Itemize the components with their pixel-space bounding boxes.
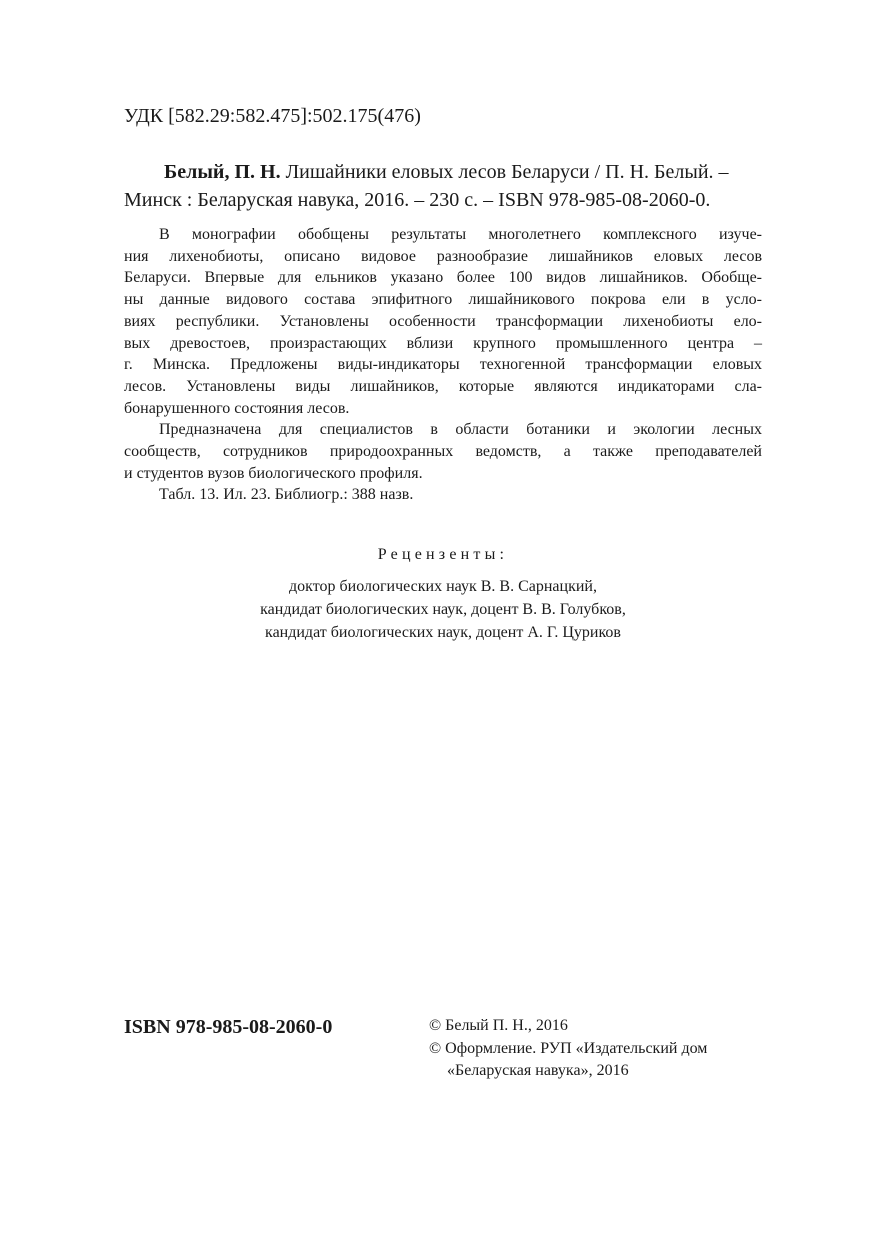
bibliographic-line-1: [124, 158, 764, 186]
abstract: [124, 224, 762, 506]
book-stats: Табл. 13. Ил. 23. Библиогр.: 388 назв.: [159, 486, 414, 504]
reviewers-block: [124, 543, 762, 644]
abstract-line: ны данные видового состава эпифитного лишайникового покрова ели в усло-: [124, 291, 762, 309]
reviewers-heading: Рецензенты:: [377, 546, 509, 563]
book-title: Лишайники еловых лесов Беларуси / П. Н. Белый. –: [280, 161, 729, 183]
copyright-block: [429, 1015, 707, 1083]
copyright-publisher: «Беларуская навука», 2016: [447, 1062, 629, 1079]
author-name: Белый, П. Н.: [164, 161, 281, 183]
abstract-line: вых древостоев, произрастающих вблизи крупного промышленного центра –: [124, 334, 762, 352]
abstract-line: Беларуси. Впервые для ельников указано более 100 видов лишайников. Обобще-: [124, 269, 762, 287]
reviewer-item: кандидат биологических наук, доцент А. Г. Цуриков: [265, 624, 621, 641]
abstract-line: лесов. Установлены виды лишайников, которые являются индикаторами сла-: [124, 377, 762, 395]
copyright-author: © Белый П. Н., 2016: [429, 1017, 568, 1034]
bibliographic-record: [124, 158, 764, 214]
audience-line: Предназначена для специалистов в области ботаники и экологии лесных: [159, 421, 762, 439]
copyright-design: © Оформление. РУП «Издательский дом: [429, 1039, 708, 1057]
audience-line: сообществ, сотрудников природоохранных ведомств, а также преподавателей: [124, 443, 762, 461]
bibliographic-line-2: Минск : Беларуская навука, 2016. – 230 с. – ISBN 978-985-08-2060-0.: [124, 189, 711, 211]
abstract-line: ния лихенобиоты, описано видовое разнообразие лишайников еловых лесов: [124, 247, 762, 265]
abstract-line: В монографии обобщены результаты многолетнего комплексного изуче-: [159, 226, 762, 243]
reviewer-item: доктор биологических наук В. В. Сарнацкий,: [289, 578, 597, 595]
abstract-line: г. Минска. Предложены виды-индикаторы техногенной трансформации еловых: [124, 356, 762, 374]
audience-line: и студентов вузов биологического профиля.: [124, 464, 423, 482]
reviewer-item: кандидат биологических наук, доцент В. В. Голубков,: [260, 601, 626, 618]
udk-code: УДК [582.29:582.475]:502.175(476): [124, 105, 421, 127]
abstract-line: бонарушенного состояния лесов.: [124, 399, 350, 417]
abstract-line: виях республики. Установлены особенности трансформации лихенобиоты ело-: [124, 312, 762, 330]
isbn-number: ISBN 978-985-08-2060-0: [124, 1016, 333, 1038]
